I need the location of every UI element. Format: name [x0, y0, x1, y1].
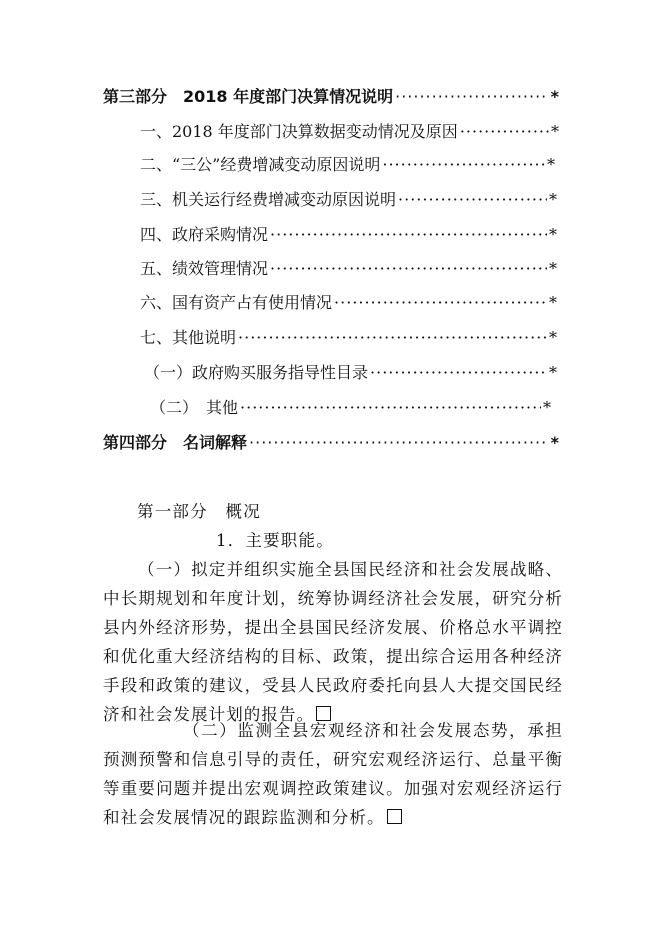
paragraph	[103, 555, 563, 729]
toc-entry	[140, 222, 557, 248]
toc-label: 六、国有资产占有使用情况	[140, 293, 333, 312]
toc-leader-dots	[395, 84, 549, 110]
toc-entry	[140, 152, 555, 178]
toc-entry	[140, 256, 557, 282]
toc-page-number: *	[543, 398, 551, 417]
toc-page-number: *	[549, 190, 557, 209]
toc-entry	[144, 360, 557, 386]
toc-leader-dots	[238, 325, 547, 351]
toc-entry	[140, 187, 557, 213]
toc-page-number: *	[550, 433, 559, 452]
toc-page-number: *	[549, 225, 557, 244]
toc-page-number: *	[549, 328, 557, 347]
toc-leader-dots	[270, 256, 547, 282]
toc-entry	[140, 325, 557, 351]
toc-label: 第三部分 2018 年度部门决算情况说明	[103, 87, 394, 106]
toc-label: 第四部分 名词解释	[103, 433, 248, 452]
toc-label: 七、其他说明	[140, 328, 237, 347]
toc-entry-part4	[103, 430, 559, 456]
toc-leader-dots	[460, 119, 549, 145]
toc-leader-dots	[398, 187, 547, 213]
toc-entry	[140, 290, 557, 316]
paragraph	[103, 716, 563, 832]
toc-label: 一、2018 年度部门决算数据变动情况及原因	[140, 122, 458, 141]
toc-leader-dots	[382, 152, 545, 178]
toc-leader-dots	[370, 360, 547, 386]
toc-label: 四、政府采购情况	[140, 225, 269, 244]
toc-page-number: *	[550, 87, 559, 106]
toc-entry-part3	[103, 84, 559, 110]
toc-page-number: *	[549, 363, 557, 382]
section-title: 第一部分 概况	[137, 502, 261, 521]
toc-page-number: *	[549, 259, 557, 278]
toc-leader-dots	[240, 395, 541, 421]
checkbox-glyph-icon	[387, 809, 402, 824]
paragraph-text: （一）拟定并组织实施全县国民经济和社会发展战略、中长期规划和年度计划，统筹协调经济社会发展，研究分析县内外经济形势，提出全县国民经济发展、价格总水平调控和优化重大经济结构的目标、政策，提出综合运用各种经济手段和政策的建议，受县人民政府委托向县人大提交国民经济和社会发展计划的报告。	[103, 560, 563, 724]
subsection-title: 1．主要职能。	[216, 531, 334, 550]
paragraph-text: （二）监测全县宏观经济和社会发展态势，承担预测预警和信息引导的责任，研究宏观经济运行、总量平衡等重要问题并提出宏观调控政策建议。加强对宏观经济运行和社会发展情况的跟踪监测和分析。	[103, 721, 563, 827]
toc-label: 五、绩效管理情况	[140, 259, 269, 278]
toc-page-number: *	[551, 122, 559, 141]
toc-leader-dots	[270, 222, 547, 248]
toc-page-number: *	[547, 155, 555, 174]
toc-label: （一）政府购买服务指导性目录	[144, 363, 369, 382]
toc-leader-dots	[249, 430, 549, 456]
toc-leader-dots	[334, 290, 547, 316]
toc-entry	[150, 395, 551, 421]
toc-label: 三、机关运行经费增减变动原因说明	[140, 190, 397, 209]
toc-page-number: *	[549, 293, 557, 312]
toc-label: （二） 其他	[150, 398, 239, 417]
toc-label: 二、“三公”经费增减变动原因说明	[140, 155, 381, 174]
toc-entry	[140, 119, 559, 145]
